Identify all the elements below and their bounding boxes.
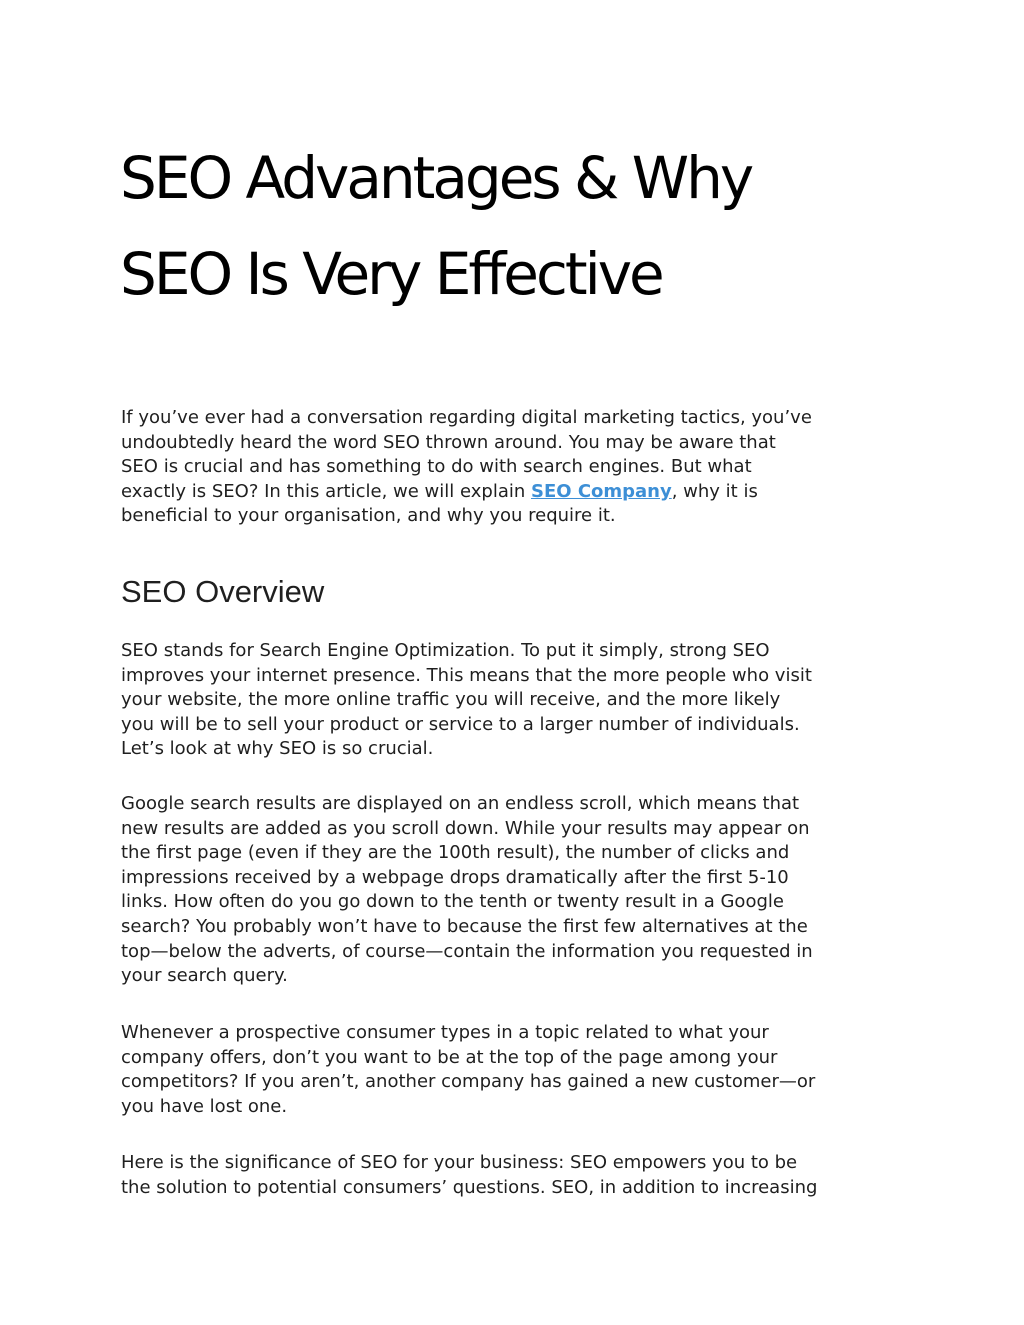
paragraph-line: top—below the adverts, of course—contain the information you requested in	[121, 940, 813, 962]
paragraph-line: Google search results are displayed on an endless scroll, which means that	[121, 793, 800, 814]
paragraph-line: If you’ve ever had a conversation regarding digital marketing tactics, you’ve	[121, 407, 812, 428]
paragraph-line: your search query.	[121, 965, 288, 987]
section-heading-seo-overview: SEO Overview	[121, 574, 325, 609]
paragraph-line: SEO is crucial and has something to do with search engines. But what	[121, 456, 752, 478]
paragraph-line: undoubtedly heard the word SEO thrown around. You may be aware that	[121, 431, 776, 453]
paragraph-line: links. How often do you go down to the tenth or twenty result in a Google	[121, 891, 784, 913]
overview-paragraph	[121, 639, 911, 762]
intro-paragraph	[121, 406, 911, 529]
paragraph-text: exactly is SEO? In this article, we will explain	[121, 480, 531, 502]
paragraph-line: you have lost one.	[121, 1095, 288, 1117]
paragraph-line: new results are added as you scroll down. While your results may appear on	[121, 817, 810, 839]
paragraph-line: beneficial to your organisation, and why you require it.	[121, 505, 616, 527]
paragraph-line: SEO stands for Search Engine Optimization. To put it simply, strong SEO	[121, 640, 770, 661]
title-line: SEO Is Very Effective	[120, 240, 662, 308]
paragraph-line	[121, 480, 911, 505]
paragraph-line: the solution to potential consumers’ questions. SEO, in addition to increasing	[121, 1176, 818, 1198]
seo-company-link[interactable]: SEO Company	[530, 480, 672, 502]
paragraph-line: your website, the more online traffic you will receive, and the more likely	[121, 689, 781, 711]
google-results-paragraph	[121, 792, 911, 989]
paragraph-line: impressions received by a webpage drops dramatically after the first 5-10	[121, 866, 789, 888]
paragraph-line: search? You probably won’t have to because the first few alternatives at the	[121, 915, 808, 937]
paragraph-line: improves your internet presence. This means that the more people who visit	[121, 664, 812, 686]
significance-paragraph	[121, 1151, 911, 1200]
paragraph-line: competitors? If you aren’t, another company has gained a new customer—or	[121, 1071, 816, 1093]
paragraph-text: , why it is	[671, 480, 758, 502]
paragraph-line: the first page (even if they are the 100th result), the number of clicks and	[121, 842, 790, 864]
consumer-paragraph	[121, 1021, 911, 1119]
paragraph-line: Here is the significance of SEO for your business: SEO empowers you to be	[121, 1152, 798, 1173]
paragraph-line: you will be to sell your product or service to a larger number of individuals.	[121, 713, 800, 735]
title-line: SEO Advantages & Why	[120, 144, 752, 212]
paragraph-line: Whenever a prospective consumer types in a topic related to what your	[121, 1022, 769, 1043]
paragraph-line: Let’s look at why SEO is so crucial.	[121, 738, 434, 760]
page-title	[120, 130, 920, 322]
paragraph-line: company offers, don’t you want to be at the top of the page among your	[121, 1046, 778, 1068]
